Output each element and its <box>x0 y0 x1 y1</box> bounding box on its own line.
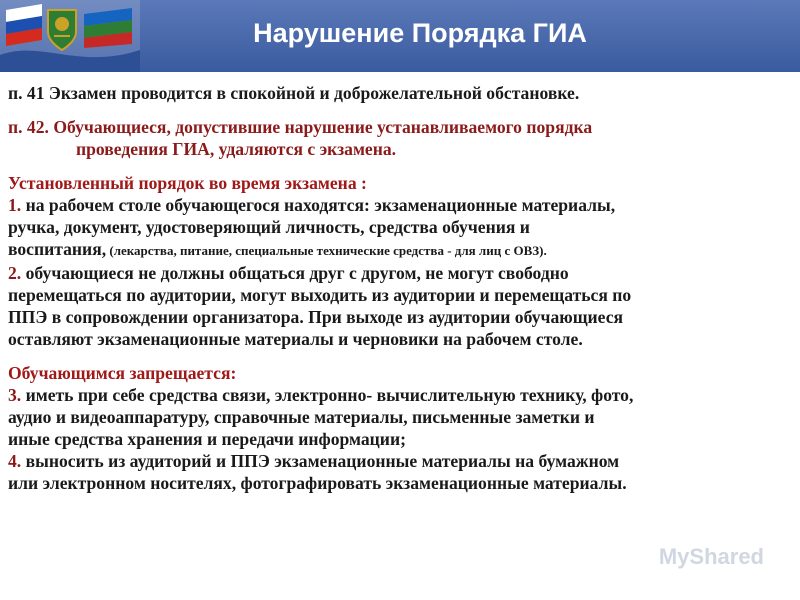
item-2-line-3: ППЭ в сопровождении организатора. При выходе из аудитории обучающиеся <box>8 307 624 327</box>
item-1-line-3 <box>8 238 798 262</box>
item-2-line-4: оставляют экзаменационные материалы и черновики на рабочем столе. <box>8 329 583 349</box>
item-2-number: 2. <box>8 263 22 283</box>
order-section <box>8 172 798 350</box>
watermark: MyShared <box>658 544 764 569</box>
item-4-line-2: или электронном носителях, фотографировать экзаменационные материалы. <box>8 473 627 493</box>
item-3-text-1: иметь при себе средства связи, электронно- вычислительную технику, фото, <box>21 385 634 405</box>
item-1-note: (лекарства, питание, специальные технические средства - для лиц с ОВЗ). <box>106 243 547 258</box>
item-3-line-1 <box>8 384 798 406</box>
forbidden-heading: Обучающимся запрещается: <box>8 363 237 383</box>
paragraph-42-line-2: проведения ГИА, удаляются с экзамена. <box>76 139 397 159</box>
document-body <box>8 76 798 494</box>
item-1-text-1: на рабочем столе обучающегося находятся: экзаменационные материалы, <box>21 195 616 215</box>
item-2-line-1 <box>8 262 798 284</box>
item-3-line-2: аудио и видеоаппаратуру, справочные материалы, письменные заметки и <box>8 407 595 427</box>
paragraph-41: п. 41 Экзамен проводится в спокойной и доброжелательной обстановке. <box>8 83 580 103</box>
paragraph-42 <box>8 116 798 160</box>
item-4-number: 4. <box>8 451 22 471</box>
item-2-text-1: обучающиеся не должны общаться друг с другом, не могут свободно <box>21 263 569 283</box>
paragraph-42-line-1: п. 42. Обучающиеся, допустившие нарушение устанавливаемого порядка <box>8 117 593 137</box>
item-1-text-3: воспитания, <box>8 239 107 259</box>
header-bar <box>0 0 800 72</box>
item-1-line-2: ручка, документ, удостоверяющий личность, средства обучения и <box>8 217 530 237</box>
item-4-line-1 <box>8 450 798 472</box>
item-3-number: 3. <box>8 385 22 405</box>
page-title: Нарушение Порядка ГИА <box>253 18 587 48</box>
item-2-line-2: перемещаться по аудитории, могут выходить из аудитории и перемещаться по <box>8 285 632 305</box>
item-1-line-1 <box>8 194 798 216</box>
item-3-line-3: иные средства хранения и передачи информации; <box>8 429 406 449</box>
forbidden-section <box>8 362 798 494</box>
item-4-text-1: выносить из аудиторий и ППЭ экзаменационные материалы на бумажном <box>21 451 620 471</box>
item-1-number: 1. <box>8 195 22 215</box>
order-heading: Установленный порядок во время экзамена : <box>8 173 367 193</box>
